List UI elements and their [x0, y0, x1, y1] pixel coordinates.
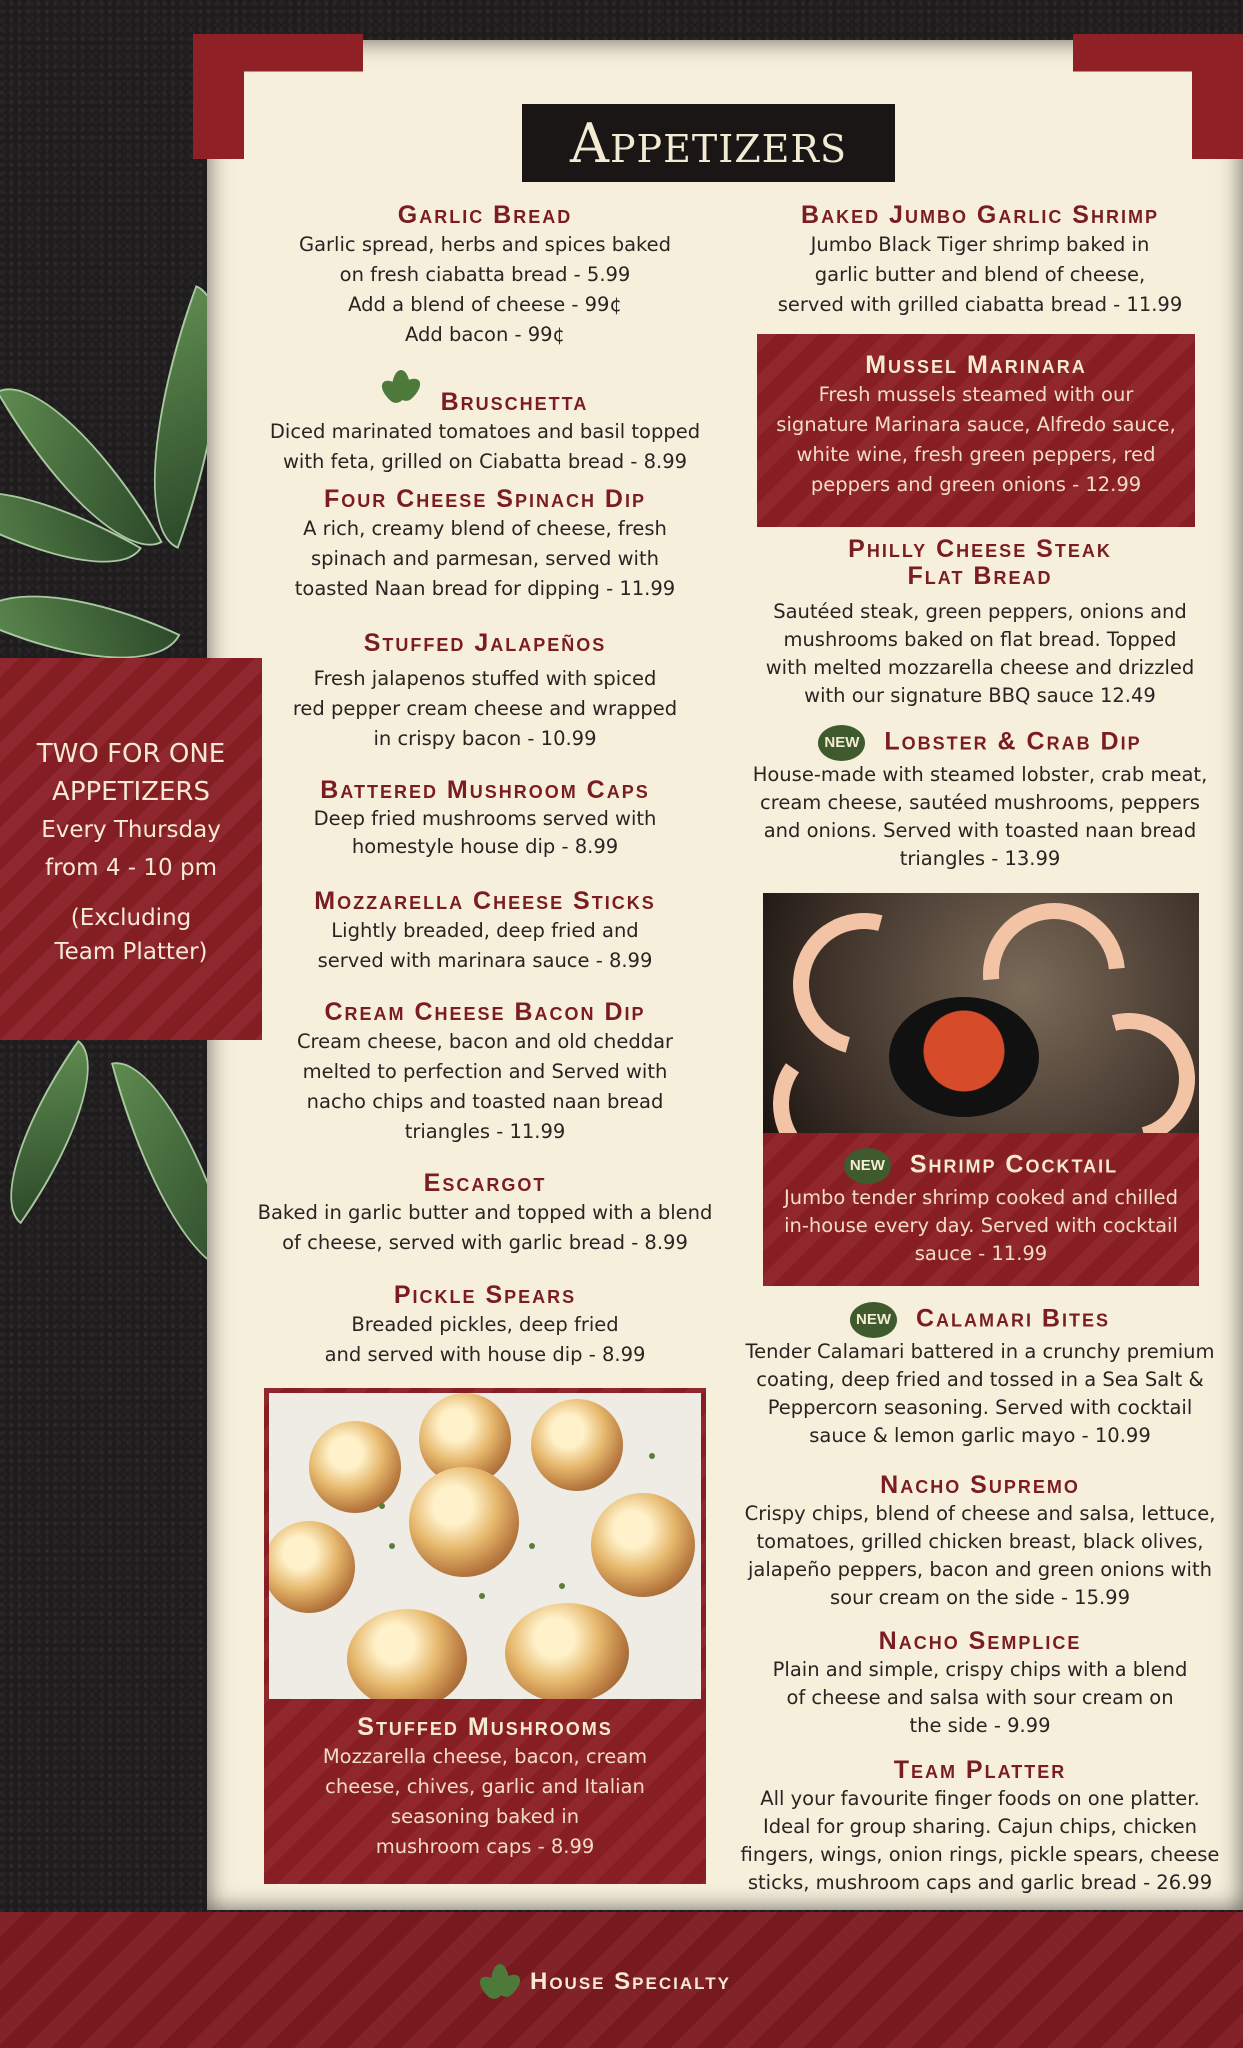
menu-item-featured [763, 1148, 1199, 1268]
menu-item [250, 775, 720, 861]
item-name: Four Cheese Spinach Dip [324, 485, 646, 513]
menu-item [730, 1470, 1230, 1612]
item-description: Diced marinated tomatoes and basil topped with feta, grilled on Ciabatta bread - 8.99 [269, 420, 701, 473]
menu-item [250, 370, 720, 477]
promo-line: Every Thursday [41, 817, 221, 843]
shrimp-cocktail-photo [763, 893, 1199, 1133]
house-specialty-legend [480, 1960, 731, 2004]
item-description: Jumbo tender shrimp cooked and chilled in-house every day. Served with cocktail sauce - 11.99 [783, 1186, 1179, 1265]
item-name: Garlic Bread [397, 201, 573, 229]
item-name [730, 1302, 1230, 1338]
item-name: Nacho Semplice [878, 1627, 1082, 1655]
promo-panel [0, 658, 262, 1040]
item-name-text: Shrimp Cocktail [909, 1150, 1119, 1179]
item-description: All your favourite finger foods on one platter. Ideal for group sharing. Cajun chips, chicken fingers, wings, onion rings, pickle spears, cheese sticks, mushroom caps and garlic bread - 26.99 [740, 1787, 1220, 1894]
item-name: Team Platter [893, 1756, 1067, 1784]
item-description: Cream cheese, bacon and old cheddar melted to perfection and Served with nacho chips and toasted naan bread triangles - 11.99 [296, 1030, 674, 1143]
menu-item [250, 886, 720, 976]
basil-icon [382, 370, 422, 410]
menu-item [250, 997, 720, 1147]
menu-item-featured [264, 1712, 706, 1862]
item-name: Nacho Supremo [880, 1471, 1080, 1499]
item-name [763, 1148, 1199, 1184]
item-name: Stuffed Jalapeños [363, 629, 607, 657]
new-badge: NEW [844, 1148, 891, 1184]
item-description: Tender Calamari battered in a crunchy premium coating, deep fried and tossed in a Sea Salt & Peppercorn seasoning. Served with cocktail sauce & lemon garlic mayo - 10.99 [745, 1340, 1215, 1447]
item-description: Fresh jalapenos stuffed with spiced red pepper cream cheese and wrapped in crispy bacon - 10.99 [292, 667, 678, 750]
menu-item [250, 1280, 720, 1370]
item-name: Stuffed Mushrooms [357, 1713, 613, 1741]
house-specialty-label: House Specialty [530, 1968, 731, 1995]
menu-item [735, 725, 1225, 873]
menu-item [250, 484, 720, 604]
menu-item [250, 628, 720, 754]
new-badge: NEW [818, 725, 865, 761]
item-description: Deep fried mushrooms served with homestyle house dip - 8.99 [313, 807, 657, 858]
item-name: Philly Cheese Steak Flat Bread [848, 535, 1112, 590]
page-title-text: Appetizers [569, 111, 847, 175]
menu-item [250, 200, 720, 350]
item-name [735, 725, 1225, 761]
item-name-text: Lobster & Crab Dip [884, 727, 1142, 756]
item-name: Escargot [423, 1169, 547, 1197]
item-name: Mozzarella Cheese Sticks [314, 887, 656, 915]
menu-item [730, 1302, 1230, 1450]
item-description: Baked in garlic butter and topped with a blend of cheese, served with garlic bread - 8.99 [257, 1201, 713, 1254]
item-description: Jumbo Black Tiger shrimp baked in garlic butter and blend of cheese, served with grilled ciabatta bread - 11.99 [777, 233, 1183, 316]
item-description: Plain and simple, crispy chips with a blend of cheese and salsa with sour cream on the side - 9.99 [772, 1658, 1188, 1737]
stuffed-mushrooms-photo [269, 1393, 701, 1699]
item-description: A rich, creamy blend of cheese, fresh spinach and parmesan, served with toasted Naan bread for dipping - 11.99 [294, 517, 676, 600]
item-description: House-made with steamed lobster, crab meat, cream cheese, sautéed mushrooms, peppers and onions. Served with toasted naan bread triangles - 13.99 [752, 763, 1208, 870]
promo-line: from 4 - 10 pm [45, 855, 217, 881]
menu-item [730, 1626, 1230, 1740]
item-name: Baked Jumbo Garlic Shrimp [801, 201, 1159, 229]
promo-line: TWO FOR ONE [36, 739, 226, 769]
menu-item [740, 536, 1220, 710]
item-name: Pickle Spears [393, 1281, 577, 1309]
item-name-text: Calamari Bites [915, 1304, 1110, 1333]
basil-icon [480, 1962, 520, 2002]
item-name-text: Bruschetta [440, 388, 589, 416]
menu-item [230, 1168, 740, 1258]
item-description: Fresh mussels steamed with our signature Marinara sauce, Alfredo sauce, white wine, fresh green peppers, red peppers and green onions - 12.99 [776, 383, 1176, 496]
item-name: Cream Cheese Bacon Dip [324, 998, 646, 1026]
item-description: Breaded pickles, deep fried and served with house dip - 8.99 [324, 1313, 646, 1366]
page-title [522, 104, 895, 182]
item-description: Sautéed steak, green peppers, onions and mushrooms baked on flat bread. Topped with melted mozzarella cheese and drizzled with our signature BBQ sauce 12.49 [765, 600, 1195, 707]
item-description: Lightly breaded, deep fried and served with marinara sauce - 8.99 [317, 919, 653, 972]
item-name [250, 370, 720, 417]
menu-item [740, 200, 1220, 320]
item-name: Mussel Marinara [865, 351, 1087, 379]
item-description: Garlic spread, herbs and spices baked on fresh ciabatta bread - 5.99 Add a blend of cheese - 99¢ Add bacon - 99¢ [298, 233, 671, 346]
menu-item-featured [757, 350, 1195, 500]
item-description: Crispy chips, blend of cheese and salsa, lettuce, tomatoes, grilled chicken breast, black olives, jalapeño peppers, bacon and green onions with sour cream on the side - 15.99 [744, 1502, 1216, 1609]
promo-line: APPETIZERS [52, 777, 210, 807]
item-name: Battered Mushroom Caps [320, 776, 650, 804]
menu-item [720, 1755, 1240, 1897]
promo-line: (Excluding Team Platter) [54, 905, 208, 965]
item-description: Mozzarella cheese, bacon, cream cheese, chives, garlic and Italian seasoning baked in mushroom caps - 8.99 [322, 1745, 648, 1858]
new-badge: NEW [850, 1302, 897, 1338]
